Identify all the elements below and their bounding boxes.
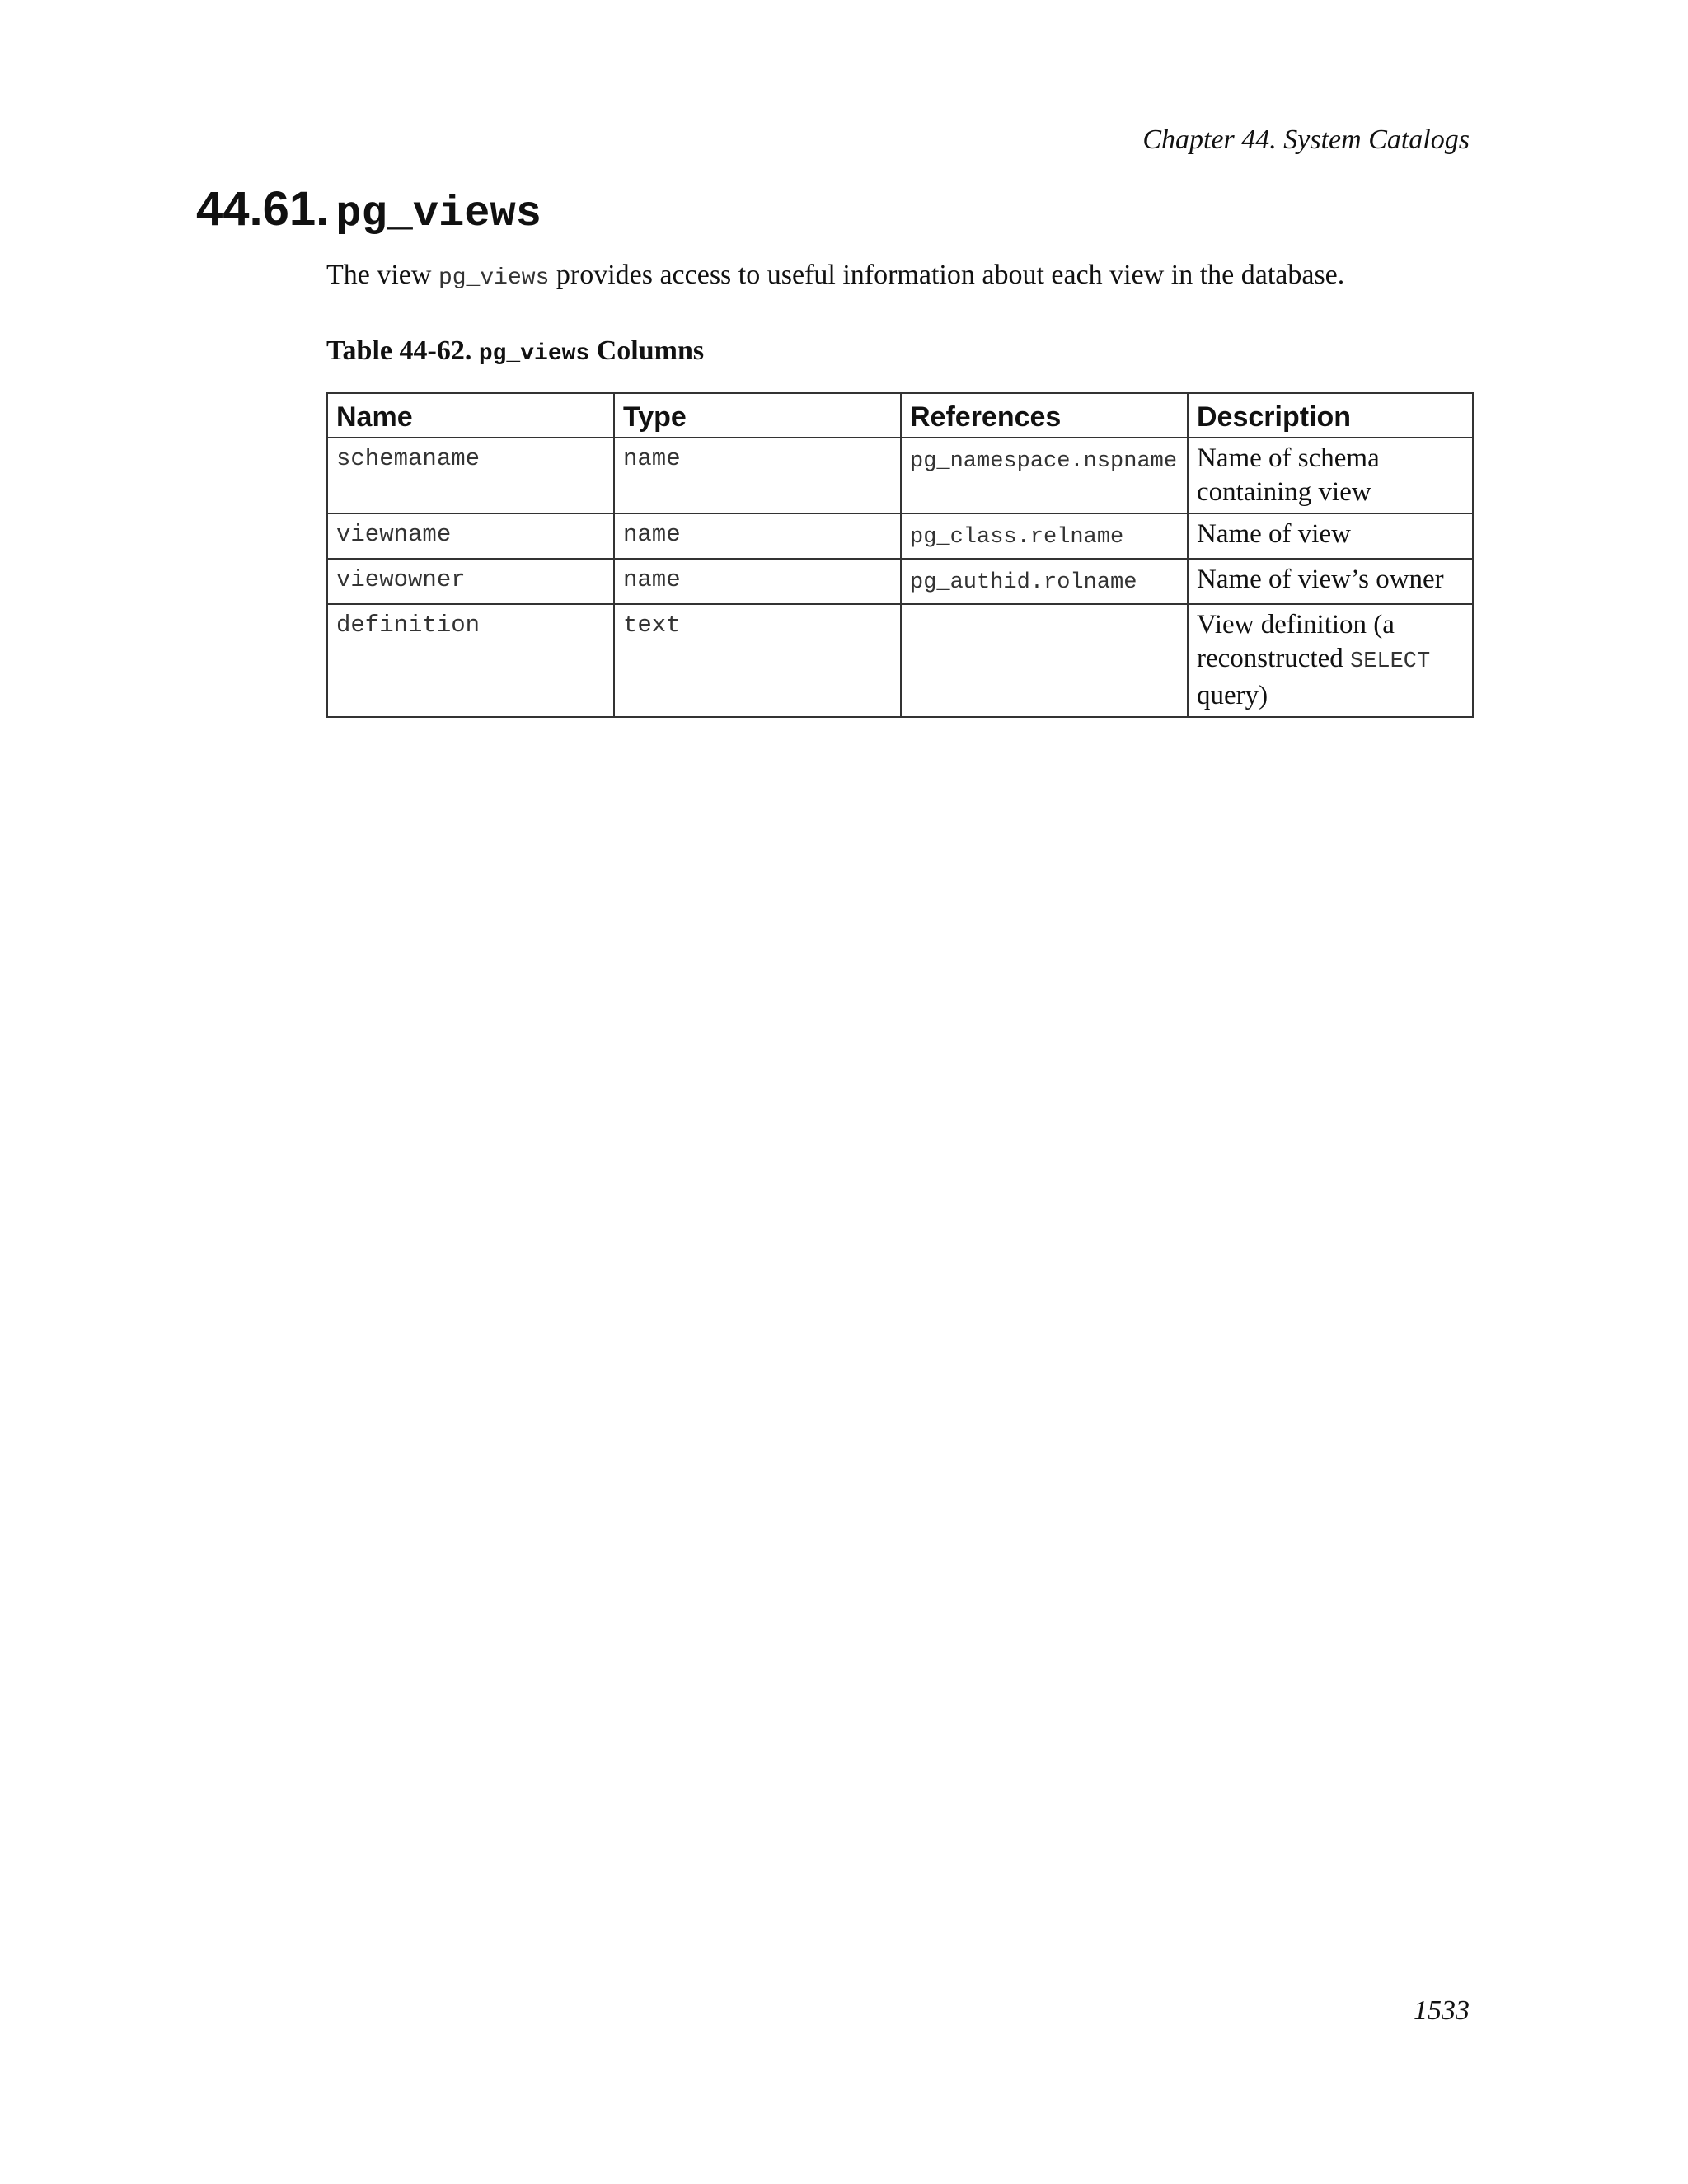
page-number: 1533	[1414, 1995, 1470, 2026]
table-row	[327, 438, 1473, 513]
cell-name: schemaname	[327, 438, 614, 513]
table-caption-suffix: Columns	[589, 335, 705, 366]
cell-description: Name of schema containing view	[1188, 438, 1473, 513]
section-title	[196, 183, 542, 237]
cell-type: name	[614, 559, 901, 604]
cell-description	[1188, 604, 1473, 717]
table-caption-prefix: Table 44-62.	[326, 335, 479, 366]
cell-description: Name of view’s owner	[1188, 559, 1473, 604]
cell-type: name	[614, 438, 901, 513]
table-row	[327, 604, 1473, 717]
description-suffix: query)	[1197, 681, 1268, 710]
running-header: Chapter 44. System Catalogs	[1142, 124, 1470, 155]
intro-paragraph	[326, 259, 1344, 293]
table-caption-code: pg_views	[478, 341, 590, 367]
column-header-description: Description	[1188, 393, 1473, 438]
table-row	[327, 559, 1473, 604]
section-number: 44.61.	[196, 182, 330, 236]
table-row	[327, 513, 1473, 559]
cell-description: Name of view	[1188, 513, 1473, 559]
cell-name: viewowner	[327, 559, 614, 604]
cell-name: viewname	[327, 513, 614, 559]
cell-references: pg_authid.rolname	[901, 559, 1188, 604]
cell-references: pg_namespace.nspname	[901, 438, 1188, 513]
table-caption	[326, 335, 704, 368]
intro-prefix: The view	[326, 260, 438, 290]
column-header-name: Name	[327, 393, 614, 438]
cell-references: pg_class.relname	[901, 513, 1188, 559]
cell-name: definition	[327, 604, 614, 717]
cell-type: name	[614, 513, 901, 559]
column-header-type: Type	[614, 393, 901, 438]
section-name: pg_views	[335, 190, 542, 238]
description-prefix: View definition (a reconstructed	[1197, 610, 1395, 673]
intro-suffix: provides access to useful information about each view in the database.	[549, 260, 1345, 290]
table-header-row	[327, 393, 1473, 438]
cell-references	[901, 604, 1188, 717]
intro-code: pg_views	[438, 265, 550, 291]
columns-table	[326, 392, 1474, 718]
cell-type: text	[614, 604, 901, 717]
description-code: SELECT	[1350, 649, 1431, 674]
column-header-references: References	[901, 393, 1188, 438]
